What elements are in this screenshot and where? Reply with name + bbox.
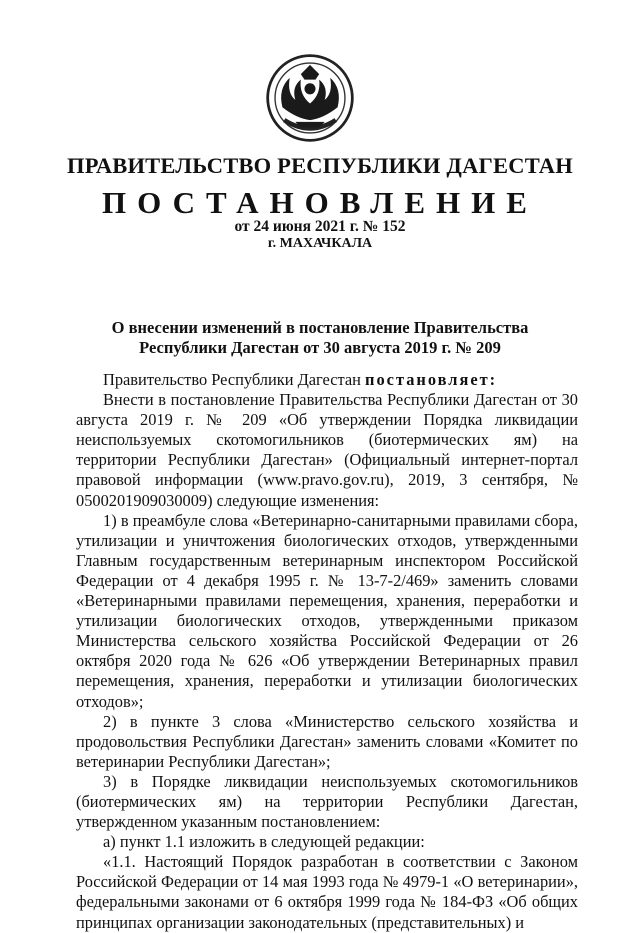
- coat-of-arms-icon: [264, 52, 356, 144]
- paragraph-main: Внести в постановление Правительства Республики Дагестан от 30 августа 2019 г. № 209 «Об утверждении Порядка ликвидации неиспользуемых скотомогильников (биотермических ям) на территории Республики Дагестан» (Официальный интернет-портал правовой информации (www.pravo.gov.ru), 2019, 3 сентября, № 0500201909030009) следующие изменения:: [76, 390, 578, 510]
- intro-paragraph: [76, 370, 578, 390]
- decree-title: [0, 318, 640, 358]
- intro-text: Правительство Республики Дагестан: [103, 370, 366, 389]
- decree-city: г. МАХАЧКАЛА: [267, 236, 373, 251]
- decree-body: [76, 370, 578, 933]
- paragraph-item-1-1: «1.1. Настоящий Порядок разработан в соответствии с Законом Российской Федерации от 14 мая 1993 года № 4979-1 «О ветеринарии», федеральными законами от 6 октября 1999 года № 184-ФЗ «Об общих принципах организации законодательных (представительных) и: [76, 852, 578, 932]
- decree-title-line2: Республики Дагестан от 30 августа 2019 г. № 209: [139, 338, 501, 357]
- paragraph-item-3a: а) пункт 1.1 изложить в следующей редакции:: [103, 832, 425, 852]
- paragraph-item-2: 2) в пункте 3 слова «Министерство сельского хозяйства и продовольствия Республики Дагестан» заменить словами «Комитет по ветеринарии Республики Дагестан»;: [76, 711, 578, 771]
- government-name: ПРАВИТЕЛЬСТВО РЕСПУБЛИКИ ДАГЕСТАН: [67, 153, 573, 178]
- intro-verb: постановляет:: [365, 370, 498, 389]
- paragraph-item-3: 3) в Порядке ликвидации неиспользуемых скотомогильников (биотермических ям) на территории Республики Дагестан, утвержденном указанным постановлением:: [76, 771, 578, 832]
- decree-title-line1: О внесении изменений в постановление Правительства: [111, 318, 529, 337]
- decree-date-number: от 24 июня 2021 г. № 152: [234, 218, 406, 235]
- paragraph-item-1: 1) в преамбуле слова «Ветеринарно-санитарными правилами сбора, утилизации и уничтожения биологических отходов, утвержденными Главным государственным ветеринарным инспектором Российской Федерации от 4 декабря 1995 г. № 13-7-2/469» заменить словами «Ветеринарными правилами перемещения, хранения, переработки и утилизации биологических отходов, утвержденными приказом Министерства сельского хозяйства Российской Федерации от 26 октября 2020 года № 626 «Об утверждении Ветеринарных правил перемещения, хранения, переработки и утилизации биологических отходов»;: [76, 510, 578, 711]
- document-type: ПОСТАНОВЛЕНИЕ: [102, 185, 538, 220]
